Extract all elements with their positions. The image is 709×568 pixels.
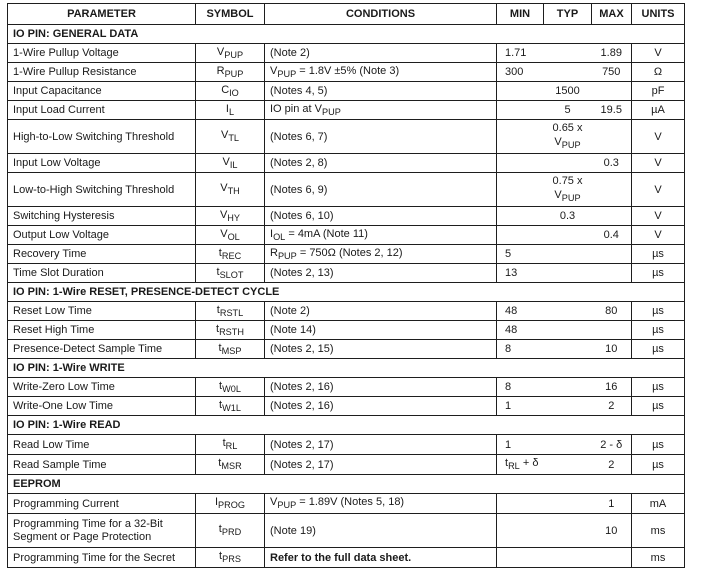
typ-cell <box>544 264 592 283</box>
section-row <box>8 283 685 302</box>
parameter-cell: Write-Zero Low Time <box>8 378 196 397</box>
symbol-cell: $t_{RSTL}$ <box>196 302 265 321</box>
conditions-cell: (Notes 6, 7) <box>265 120 497 154</box>
typ-cell <box>544 435 592 455</box>
max-cell <box>592 245 632 264</box>
section-eeprom: EEPROM <box>8 475 685 494</box>
symbol-cell: $V_{IL}$ <box>196 154 265 173</box>
typ-cell <box>544 44 592 63</box>
min-cell <box>497 173 544 207</box>
conditions-cell: (Notes 2, 16) <box>265 397 497 416</box>
min-cell: 8 <box>497 340 544 359</box>
symbol-cell: $t_{MSP}$ <box>196 340 265 359</box>
conditions-cell: (Notes 2, 13) <box>265 264 497 283</box>
parameter-cell: 1-Wire Pullup Resistance <box>8 63 196 82</box>
max-cell: 19.5 <box>592 101 632 120</box>
header-units: UNITS <box>632 4 685 25</box>
electrical-characteristics-table <box>7 3 685 568</box>
symbol-cell: $t_{W0L}$ <box>196 378 265 397</box>
conditions-cell: IO pin at $V_{PUP}$ <box>265 101 497 120</box>
max-cell: 0.4 <box>592 226 632 245</box>
typ-cell: 1500 <box>544 82 592 101</box>
symbol-cell: $I_L$ <box>196 101 265 120</box>
conditions-cell: $V_{PUP} = 1.8V \pm 5\%$ (Note 3) <box>265 63 497 82</box>
units-cell: µs <box>632 455 685 475</box>
typ-cell <box>544 514 592 548</box>
symbol-cell: $V_{OL}$ <box>196 226 265 245</box>
min-cell: 48 <box>497 302 544 321</box>
typ-cell <box>544 397 592 416</box>
typ-cell <box>544 226 592 245</box>
parameter-cell: Switching Hysteresis <box>8 207 196 226</box>
parameter-cell: Reset Low Time <box>8 302 196 321</box>
parameter-cell: Time Slot Duration <box>8 264 196 283</box>
section-reset-presence: IO PIN: 1-Wire RESET, PRESENCE-DETECT CYCLE <box>8 283 685 302</box>
min-cell <box>497 154 544 173</box>
max-cell: 2 <box>592 397 632 416</box>
min-cell: $t_{RL} + \delta$ <box>497 455 544 475</box>
symbol-cell: $V_{TH}$ <box>196 173 265 207</box>
table-row <box>8 120 685 154</box>
typ-cell <box>544 340 592 359</box>
units-cell: V <box>632 173 685 207</box>
parameter-cell: Programming Time for the Secret <box>8 548 196 568</box>
units-cell: V <box>632 44 685 63</box>
units-cell: µs <box>632 264 685 283</box>
symbol-cell: $t_{RSTH}$ <box>196 321 265 340</box>
min-cell <box>497 494 544 514</box>
conditions-cell: (Notes 6, 9) <box>265 173 497 207</box>
table-row <box>8 514 685 548</box>
max-cell: 2 - δ <box>592 435 632 455</box>
conditions-cell: $I_{OL} = 4mA$ (Note 11) <box>265 226 497 245</box>
units-cell: µs <box>632 321 685 340</box>
symbol-cell: $V_{TL}$ <box>196 120 265 154</box>
units-cell: V <box>632 120 685 154</box>
table-row <box>8 378 685 397</box>
table-row <box>8 264 685 283</box>
table-row <box>8 82 685 101</box>
header-typ: TYP <box>544 4 592 25</box>
units-cell: µs <box>632 378 685 397</box>
table-row <box>8 321 685 340</box>
max-cell <box>592 207 632 226</box>
max-cell <box>592 321 632 340</box>
table-row <box>8 63 685 82</box>
header-max: MAX <box>592 4 632 25</box>
table-row <box>8 548 685 568</box>
symbol-cell: $t_{W1L}$ <box>196 397 265 416</box>
section-general-data: IO PIN: GENERAL DATA <box>8 25 685 44</box>
typ-cell <box>544 245 592 264</box>
table-row <box>8 340 685 359</box>
min-cell <box>497 82 544 101</box>
max-cell: 1.89 <box>592 44 632 63</box>
typ-cell: 0.75 x $V_{PUP}$ <box>544 173 592 207</box>
min-cell: 300 <box>497 63 544 82</box>
min-cell: 1 <box>497 397 544 416</box>
min-cell: 48 <box>497 321 544 340</box>
max-cell <box>592 173 632 207</box>
conditions-cell: (Note 19) <box>265 514 497 548</box>
parameter-cell: Input Load Current <box>8 101 196 120</box>
parameter-cell: High-to-Low Switching Threshold <box>8 120 196 154</box>
max-cell: 10 <box>592 340 632 359</box>
units-cell: V <box>632 154 685 173</box>
table-row <box>8 44 685 63</box>
parameter-cell: Output Low Voltage <box>8 226 196 245</box>
typ-cell <box>544 494 592 514</box>
max-cell: 16 <box>592 378 632 397</box>
units-cell: µs <box>632 397 685 416</box>
parameter-cell: Write-One Low Time <box>8 397 196 416</box>
max-cell: 2 <box>592 455 632 475</box>
min-cell <box>497 514 544 548</box>
min-cell: 13 <box>497 264 544 283</box>
parameter-cell: Input Low Voltage <box>8 154 196 173</box>
conditions-cell: (Notes 2, 15) <box>265 340 497 359</box>
max-cell: 1 <box>592 494 632 514</box>
table-row <box>8 494 685 514</box>
symbol-cell: $V_{HY}$ <box>196 207 265 226</box>
min-cell <box>497 101 544 120</box>
min-cell <box>497 207 544 226</box>
units-cell: ms <box>632 514 685 548</box>
table-row <box>8 302 685 321</box>
symbol-cell: $t_{MSR}$ <box>196 455 265 475</box>
parameter-cell: Reset High Time <box>8 321 196 340</box>
table-row <box>8 154 685 173</box>
max-cell: 750 <box>592 63 632 82</box>
conditions-cell: (Notes 2, 17) <box>265 455 497 475</box>
parameter-cell: Input Capacitance <box>8 82 196 101</box>
symbol-cell: $C_{IO}$ <box>196 82 265 101</box>
symbol-cell: $V_{PUP}$ <box>196 44 265 63</box>
table-row <box>8 245 685 264</box>
max-cell <box>592 548 632 568</box>
conditions-cell: (Note 14) <box>265 321 497 340</box>
typ-cell: 0.3 <box>544 207 592 226</box>
typ-cell <box>544 455 592 475</box>
table-row <box>8 435 685 455</box>
section-row <box>8 25 685 44</box>
table-row <box>8 173 685 207</box>
typ-cell <box>544 378 592 397</box>
table-row <box>8 101 685 120</box>
header-row <box>8 4 685 25</box>
section-read: IO PIN: 1-Wire READ <box>8 416 685 435</box>
parameter-cell: Programming Time for a 32-Bit Segment or Page Protection <box>8 514 196 548</box>
conditions-cell: (Notes 2, 17) <box>265 435 497 455</box>
max-cell <box>592 264 632 283</box>
symbol-cell: $t_{RL}$ <box>196 435 265 455</box>
units-cell: µs <box>632 340 685 359</box>
min-cell <box>497 226 544 245</box>
symbol-cell: $t_{REC}$ <box>196 245 265 264</box>
parameter-cell: Recovery Time <box>8 245 196 264</box>
max-cell: 80 <box>592 302 632 321</box>
symbol-cell: $R_{PUP}$ <box>196 63 265 82</box>
max-cell <box>592 82 632 101</box>
typ-cell <box>544 302 592 321</box>
table-row <box>8 207 685 226</box>
units-cell: µs <box>632 435 685 455</box>
units-cell: µs <box>632 302 685 321</box>
parameter-cell: Read Low Time <box>8 435 196 455</box>
min-cell <box>497 120 544 154</box>
max-cell: 0.3 <box>592 154 632 173</box>
symbol-cell: $t_{PRD}$ <box>196 514 265 548</box>
units-cell: µA <box>632 101 685 120</box>
typ-cell <box>544 63 592 82</box>
table-row <box>8 455 685 475</box>
typ-cell: 5 <box>544 101 592 120</box>
typ-cell: 0.65 x $V_{PUP}$ <box>544 120 592 154</box>
spec-table-container <box>7 3 685 568</box>
symbol-cell: $t_{SLOT}$ <box>196 264 265 283</box>
table-row <box>8 397 685 416</box>
units-cell: V <box>632 207 685 226</box>
table-row <box>8 226 685 245</box>
max-cell: 10 <box>592 514 632 548</box>
parameter-cell: Programming Current <box>8 494 196 514</box>
units-cell: Ω <box>632 63 685 82</box>
typ-cell <box>544 321 592 340</box>
parameter-cell: 1-Wire Pullup Voltage <box>8 44 196 63</box>
header-parameter: PARAMETER <box>8 4 196 25</box>
min-cell <box>497 548 544 568</box>
conditions-cell: (Notes 2, 16) <box>265 378 497 397</box>
units-cell: mA <box>632 494 685 514</box>
conditions-cell: (Notes 4, 5) <box>265 82 497 101</box>
parameter-cell: Low-to-High Switching Threshold <box>8 173 196 207</box>
conditions-cell: (Note 2) <box>265 302 497 321</box>
conditions-cell: (Note 2) <box>265 44 497 63</box>
conditions-cell: (Notes 6, 10) <box>265 207 497 226</box>
min-cell: 5 <box>497 245 544 264</box>
section-row <box>8 416 685 435</box>
conditions-cell: (Notes 2, 8) <box>265 154 497 173</box>
section-row <box>8 475 685 494</box>
section-row <box>8 359 685 378</box>
units-cell: ms <box>632 548 685 568</box>
units-cell: pF <box>632 82 685 101</box>
units-cell: µs <box>632 245 685 264</box>
typ-cell <box>544 154 592 173</box>
typ-cell <box>544 548 592 568</box>
symbol-cell: $I_{PROG}$ <box>196 494 265 514</box>
units-cell: V <box>632 226 685 245</box>
min-cell: 8 <box>497 378 544 397</box>
header-symbol: SYMBOL <box>196 4 265 25</box>
conditions-cell: Refer to the full data sheet. <box>265 548 497 568</box>
header-min: MIN <box>497 4 544 25</box>
max-cell <box>592 120 632 154</box>
conditions-cell: $R_{PUP} = 750\Omega$ (Notes 2, 12) <box>265 245 497 264</box>
header-conditions: CONDITIONS <box>265 4 497 25</box>
min-cell: 1 <box>497 435 544 455</box>
min-cell: 1.71 <box>497 44 544 63</box>
parameter-cell: Read Sample Time <box>8 455 196 475</box>
parameter-cell: Presence-Detect Sample Time <box>8 340 196 359</box>
section-write: IO PIN: 1-Wire WRITE <box>8 359 685 378</box>
symbol-cell: $t_{PRS}$ <box>196 548 265 568</box>
conditions-cell: $V_{PUP} = 1.89V$ (Notes 5, 18) <box>265 494 497 514</box>
